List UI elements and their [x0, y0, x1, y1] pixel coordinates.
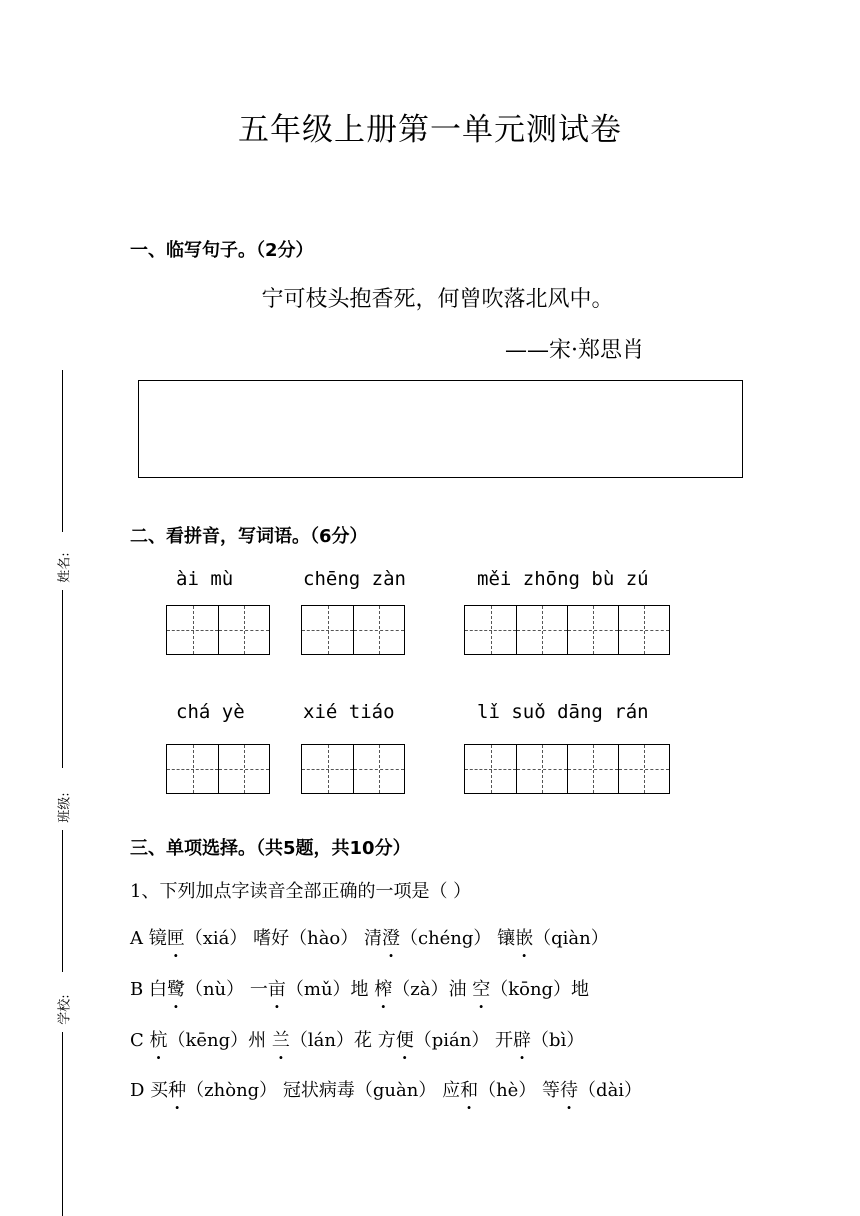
grid-cell[interactable]	[302, 745, 353, 793]
option-text: （pián） 开	[413, 1030, 514, 1051]
dotted-char: 澄	[381, 928, 400, 949]
dotted-char: 便	[395, 1030, 414, 1051]
option-text: （lán）花 方	[289, 1030, 396, 1051]
pinyin-label: lǐ suǒ dāng rán	[477, 701, 649, 723]
writing-grid[interactable]	[166, 605, 270, 655]
option-text: （hè） 等	[478, 1080, 561, 1101]
option-text: （xiá） 嗜好（hào） 清	[184, 928, 382, 949]
poem-line: 宁可枝头抱香死，何曾吹落北风中。	[261, 287, 614, 312]
grid-cell[interactable]	[516, 745, 567, 793]
dotted-char: 辟	[513, 1030, 532, 1051]
option-text: （qiàn）	[533, 928, 609, 949]
option-text: （kōng）地	[490, 979, 590, 1000]
grid-cell[interactable]	[167, 606, 218, 654]
dotted-char: 待	[560, 1080, 579, 1101]
pinyin-label: ài mù	[176, 568, 234, 590]
dotted-char: 种	[168, 1080, 187, 1101]
question-1: 1、下列加点字读音全部正确的一项是（ ）	[130, 881, 472, 902]
option-a[interactable]	[130, 924, 609, 950]
section-2-heading: 二、看拼音，写词语。（6分）	[130, 526, 368, 547]
grid-cell[interactable]	[167, 745, 218, 793]
pinyin-label: měi zhōng bù zú	[477, 568, 649, 590]
option-d[interactable]	[130, 1076, 642, 1102]
school-label: 学校:	[57, 994, 73, 1025]
grid-cell[interactable]	[567, 606, 618, 654]
grid-cell[interactable]	[618, 745, 669, 793]
pinyin-label: xié tiáo	[303, 701, 395, 723]
page-title: 五年级上册第一单元测试卷	[238, 112, 622, 148]
pinyin-label: chēng zàn	[303, 568, 406, 590]
writing-grid[interactable]	[301, 605, 405, 655]
dotted-char: 杭	[149, 1030, 168, 1051]
margin-line	[62, 370, 63, 532]
option-text: A 镜	[130, 928, 167, 949]
grid-cell[interactable]	[567, 745, 618, 793]
margin-line	[62, 1032, 63, 1216]
option-text: C	[130, 1030, 150, 1051]
option-text: D 买	[130, 1080, 169, 1101]
dotted-char: 榨	[374, 979, 393, 1000]
writing-grid[interactable]	[166, 744, 270, 794]
grid-cell[interactable]	[353, 745, 404, 793]
option-text: （dài）	[578, 1080, 643, 1101]
margin-line	[62, 590, 63, 768]
option-text: （chéng） 镶	[399, 928, 516, 949]
writing-grid[interactable]	[464, 744, 670, 794]
option-text: （zhòng） 冠状病毒（guàn） 应	[186, 1080, 461, 1101]
option-text: B 白	[130, 979, 167, 1000]
option-b[interactable]	[130, 975, 589, 1001]
dotted-char: 空	[472, 979, 491, 1000]
writing-grid[interactable]	[301, 744, 405, 794]
option-text: （mǔ）地	[285, 979, 375, 1000]
grid-cell[interactable]	[353, 606, 404, 654]
pinyin-label: chá yè	[176, 701, 245, 723]
grid-cell[interactable]	[302, 606, 353, 654]
copy-writing-box[interactable]	[138, 380, 743, 478]
option-text: （zà）油	[392, 979, 473, 1000]
dotted-char: 匣	[166, 928, 185, 949]
grid-cell[interactable]	[465, 745, 516, 793]
section-3-heading: 三、单项选择。（共5题，共10分）	[130, 838, 411, 859]
grid-cell[interactable]	[618, 606, 669, 654]
dotted-char: 鹭	[166, 979, 185, 1000]
margin-line	[62, 830, 63, 972]
option-text: （nù） 一	[184, 979, 268, 1000]
section-1-heading: 一、临写句子。（2分）	[130, 240, 314, 261]
option-text: （kēng）州	[167, 1030, 272, 1051]
grid-cell[interactable]	[465, 606, 516, 654]
grid-cell[interactable]	[218, 606, 269, 654]
poem-author: ——宋·郑思肖	[505, 338, 644, 363]
dotted-char: 兰	[271, 1030, 290, 1051]
class-label: 班级:	[57, 792, 73, 823]
writing-grid[interactable]	[464, 605, 670, 655]
grid-cell[interactable]	[516, 606, 567, 654]
option-c[interactable]	[130, 1026, 584, 1052]
option-text: （bì）	[531, 1030, 585, 1051]
dotted-char: 亩	[267, 979, 286, 1000]
dotted-char: 嵌	[515, 928, 534, 949]
dotted-char: 和	[460, 1080, 479, 1101]
name-label: 姓名:	[57, 552, 73, 583]
grid-cell[interactable]	[218, 745, 269, 793]
